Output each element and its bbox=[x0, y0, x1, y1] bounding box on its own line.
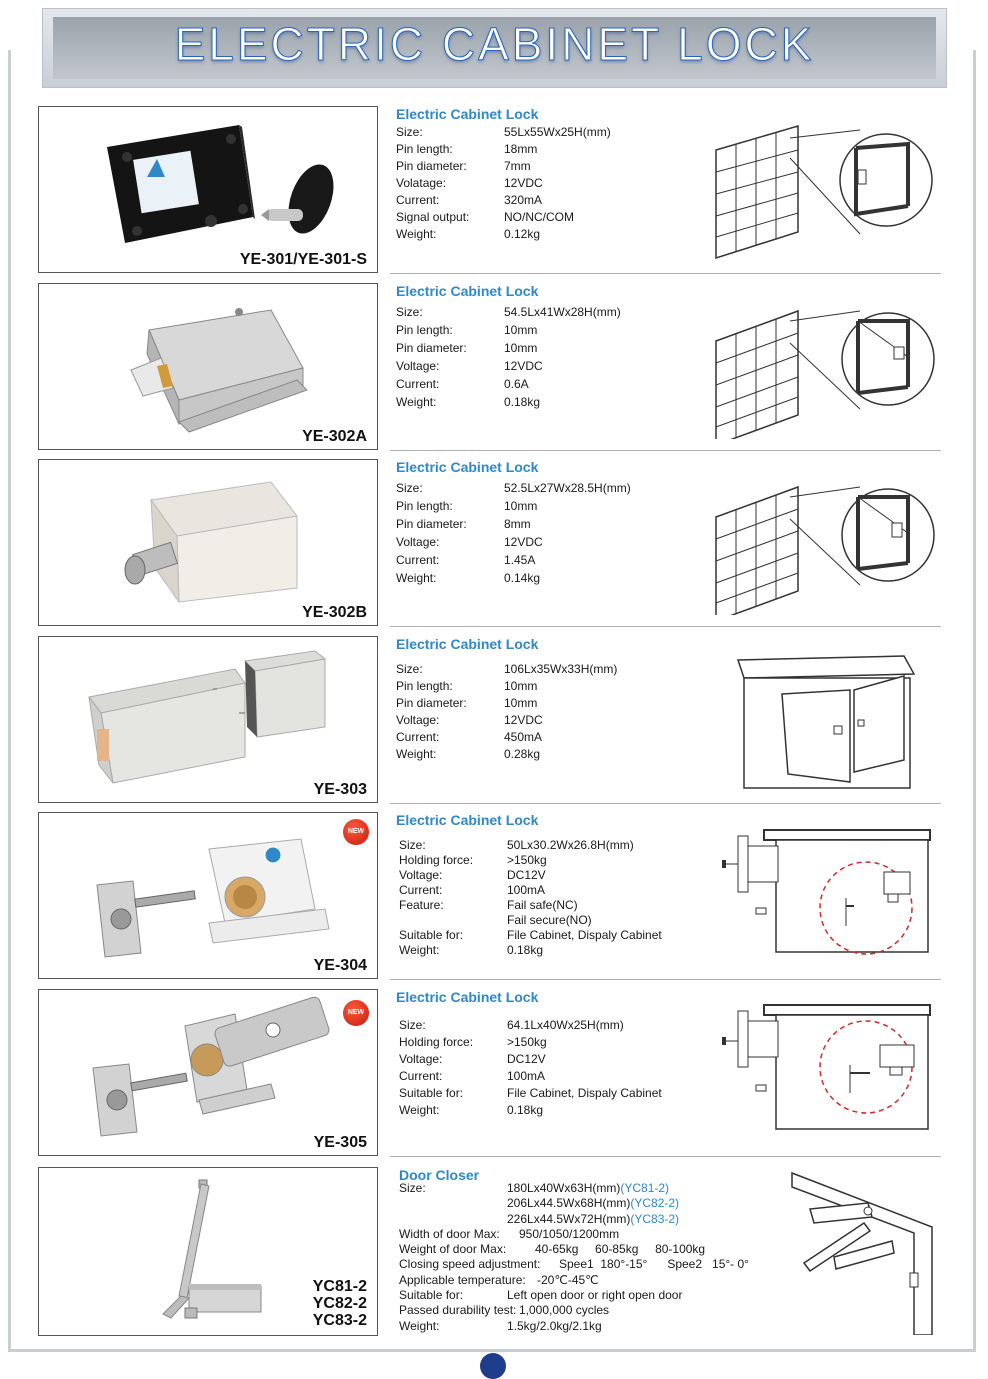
spec-value: 10mm bbox=[504, 696, 538, 710]
spec-label: Weight of door Max: bbox=[399, 1242, 507, 1257]
spec-label: Pin diameter: bbox=[396, 159, 467, 173]
spec-label: Pin length: bbox=[396, 499, 453, 513]
spec-label: Size: bbox=[396, 305, 423, 319]
locker-cabinet-diagram bbox=[710, 473, 942, 615]
spec-value: 100mA bbox=[507, 883, 546, 897]
spec-label: Current: bbox=[399, 1069, 443, 1083]
spec-label: Weight: bbox=[396, 747, 437, 761]
spec-value: 10mm bbox=[504, 499, 538, 513]
model-label: YE-305 bbox=[313, 1134, 367, 1151]
spec-value: 55Lx55Wx25H(mm) bbox=[504, 125, 611, 139]
spec-value: -20℃-45℃ bbox=[537, 1272, 599, 1287]
spec-label: Closing speed adjustment: bbox=[399, 1257, 541, 1272]
spec-value: 0.12kg bbox=[504, 227, 541, 241]
spec-label: Feature: bbox=[399, 898, 444, 912]
spec-value: File Cabinet, Dispaly Cabinet bbox=[507, 1086, 662, 1100]
model-label: YE-303 bbox=[313, 781, 367, 798]
spec-value: 0.28kg bbox=[504, 747, 541, 761]
spec-value: 106Lx35Wx33H(mm) bbox=[504, 662, 618, 676]
spec-value: 54.5Lx41Wx28H(mm) bbox=[504, 305, 621, 319]
section-divider bbox=[390, 803, 941, 804]
spec-label: Suitable for: bbox=[399, 928, 464, 942]
product-ye-302b bbox=[38, 459, 941, 627]
spec-value bbox=[507, 1212, 679, 1227]
product-ye-305 bbox=[38, 989, 941, 1157]
spec-label: Voltage: bbox=[399, 868, 443, 882]
header-banner bbox=[42, 8, 947, 88]
section-divider bbox=[390, 626, 941, 627]
new-badge: NEW bbox=[343, 819, 369, 845]
spec-label: Width of door Max: bbox=[399, 1226, 500, 1241]
product-door-closer bbox=[38, 1167, 941, 1337]
file-cabinet-diagram bbox=[720, 826, 940, 956]
spec-label: Weight: bbox=[399, 1318, 440, 1333]
spec-label: Passed durability test: bbox=[399, 1303, 517, 1318]
model-label: YE-304 bbox=[313, 957, 367, 974]
spec-value: DC12V bbox=[507, 1052, 546, 1066]
product-image-box bbox=[38, 989, 378, 1156]
outdoor-cabinet-diagram bbox=[736, 654, 920, 794]
model-code: (YC81-2) bbox=[620, 1181, 670, 1195]
spec-label: Voltage: bbox=[396, 359, 440, 373]
lock-ye-301-photo bbox=[39, 107, 377, 272]
spec-label: Weight: bbox=[396, 227, 437, 241]
size-value: 180Lx40Wx63H(mm) bbox=[507, 1181, 621, 1195]
product-title: Electric Cabinet Lock bbox=[396, 636, 539, 652]
section-divider bbox=[390, 450, 941, 451]
size-value: 206Lx44.5Wx68H(mm) bbox=[507, 1196, 631, 1211]
product-title: Electric Cabinet Lock bbox=[396, 106, 539, 122]
spec-value: 12VDC bbox=[504, 535, 543, 549]
page-marker bbox=[480, 1353, 506, 1379]
spec-label: Size: bbox=[399, 1181, 426, 1195]
spec-label: Applicable temperature: bbox=[399, 1272, 526, 1287]
product-title: Electric Cabinet Lock bbox=[396, 459, 539, 475]
spec-label: Current: bbox=[399, 883, 443, 897]
lock-ye-302b-photo bbox=[39, 460, 377, 625]
spec-label: Size: bbox=[396, 662, 423, 676]
file-cabinet-diagram bbox=[720, 1001, 940, 1133]
spec-label: Pin diameter: bbox=[396, 517, 467, 531]
spec-value: 10mm bbox=[504, 323, 538, 337]
spec-value: 40-65kg 60-85kg 80-100kg bbox=[535, 1242, 706, 1257]
spec-value: Fail secure(NO) bbox=[507, 913, 592, 927]
spec-value: 0.14kg bbox=[504, 571, 541, 585]
spec-value: DC12V bbox=[507, 868, 546, 882]
lock-ye-303-photo bbox=[39, 637, 377, 802]
spec-label: Size: bbox=[399, 1018, 426, 1032]
spec-value: 10mm bbox=[504, 679, 538, 693]
spec-value: 7mm bbox=[504, 159, 531, 173]
spec-label: Voltage: bbox=[399, 1052, 443, 1066]
spec-value: 0.6A bbox=[504, 377, 529, 391]
spec-label: Signal output: bbox=[396, 210, 470, 224]
product-ye-304 bbox=[38, 812, 941, 980]
model-label: YC82-2 bbox=[312, 1295, 367, 1312]
spec-label: Voltage: bbox=[396, 713, 440, 727]
page-title: ELECTRIC CABINET LOCK bbox=[174, 18, 815, 70]
product-image-box bbox=[38, 283, 378, 450]
spec-label: Weight: bbox=[396, 571, 437, 585]
spec-label: Size: bbox=[396, 125, 423, 139]
spec-value: 12VDC bbox=[504, 176, 543, 190]
lock-ye-304-photo bbox=[39, 813, 377, 978]
spec-value: 52.5Lx27Wx28.5H(mm) bbox=[504, 481, 631, 495]
spec-value: 0.18kg bbox=[507, 943, 544, 957]
model-label: YE-301/YE-301-S bbox=[239, 251, 367, 268]
section-divider bbox=[390, 273, 941, 274]
spec-value: 0.18kg bbox=[507, 1103, 544, 1117]
product-title: Electric Cabinet Lock bbox=[396, 283, 539, 299]
size-value: 226Lx44.5Wx72H(mm) bbox=[507, 1211, 631, 1226]
lock-ye-302a-photo bbox=[39, 284, 377, 449]
lock-ye-305-photo bbox=[39, 990, 377, 1155]
spec-label: Current: bbox=[396, 553, 440, 567]
spec-value: Fail safe(NC) bbox=[507, 898, 578, 912]
spec-value: 450mA bbox=[504, 730, 543, 744]
product-image-box bbox=[38, 636, 378, 803]
spec-value: Spee1 180°-15° Spee2 15°- 0° bbox=[559, 1257, 749, 1272]
spec-label: Current: bbox=[396, 193, 440, 207]
spec-label: Suitable for: bbox=[399, 1086, 464, 1100]
spec-label: Size: bbox=[399, 838, 426, 852]
spec-label: Pin length: bbox=[396, 323, 453, 337]
spec-value: 8mm bbox=[504, 517, 531, 531]
spec-value: 64.1Lx40Wx25H(mm) bbox=[507, 1018, 624, 1032]
spec-value: File Cabinet, Dispaly Cabinet bbox=[507, 928, 662, 942]
spec-value: NO/NC/COM bbox=[504, 210, 574, 224]
product-image-box bbox=[38, 459, 378, 626]
product-image-box bbox=[38, 1167, 378, 1336]
spec-label: Suitable for: bbox=[399, 1288, 464, 1303]
product-title: Electric Cabinet Lock bbox=[396, 989, 539, 1005]
spec-value: 12VDC bbox=[504, 713, 543, 727]
spec-label: Voltage: bbox=[396, 535, 440, 549]
spec-label: Pin diameter: bbox=[396, 696, 467, 710]
section-divider bbox=[390, 1156, 941, 1157]
section-divider bbox=[390, 979, 941, 980]
spec-value: 1,000,000 cycles bbox=[519, 1303, 610, 1318]
spec-value: >150kg bbox=[507, 1035, 547, 1049]
product-ye-303 bbox=[38, 636, 941, 804]
spec-value: 320mA bbox=[504, 193, 543, 207]
model-label: YC81-2 bbox=[312, 1278, 367, 1295]
spec-value bbox=[507, 1196, 679, 1211]
spec-label: Pin diameter: bbox=[396, 341, 467, 355]
spec-value: 50Lx30.2Wx26.8H(mm) bbox=[507, 838, 634, 852]
spec-value: Left open door or right open door bbox=[507, 1288, 683, 1303]
spec-value: >150kg bbox=[507, 853, 547, 867]
spec-value: 100mA bbox=[507, 1069, 546, 1083]
spec-value: 1.45A bbox=[504, 553, 536, 567]
spec-value: 10mm bbox=[504, 341, 538, 355]
product-image-box bbox=[38, 812, 378, 979]
spec-value: 12VDC bbox=[504, 359, 543, 373]
spec-value: 0.18kg bbox=[504, 395, 541, 409]
model-label: YC83-2 bbox=[312, 1312, 367, 1329]
spec-value: 950/1050/1200mm bbox=[519, 1226, 620, 1241]
spec-label: Volatage: bbox=[396, 176, 447, 190]
product-ye-301 bbox=[38, 106, 941, 274]
spec-label: Pin length: bbox=[396, 679, 453, 693]
product-title: Electric Cabinet Lock bbox=[396, 812, 539, 828]
locker-cabinet-diagram bbox=[710, 120, 942, 262]
spec-label: Weight: bbox=[396, 395, 437, 409]
product-title: Door Closer bbox=[399, 1167, 480, 1183]
product-ye-302a bbox=[38, 283, 941, 451]
model-label: YE-302B bbox=[302, 604, 367, 621]
spec-label: Holding force: bbox=[399, 1035, 474, 1049]
spec-label: Size: bbox=[396, 481, 423, 495]
spec-label: Pin length: bbox=[396, 142, 453, 156]
model-label-group bbox=[313, 1278, 367, 1329]
spec-value: 18mm bbox=[504, 142, 538, 156]
spec-label: Weight: bbox=[399, 1103, 440, 1117]
model-code: (YC82-2) bbox=[630, 1196, 680, 1211]
spec-value: 1.5kg/2.0kg/2.1kg bbox=[507, 1318, 602, 1333]
product-image-box bbox=[38, 106, 378, 273]
model-code: (YC83-2) bbox=[630, 1211, 680, 1226]
spec-label: Holding force: bbox=[399, 853, 474, 867]
spec-label: Current: bbox=[396, 730, 440, 744]
spec-label: Weight: bbox=[399, 943, 440, 957]
new-badge: NEW bbox=[343, 1000, 369, 1026]
spec-value bbox=[507, 1181, 669, 1196]
model-label: YE-302A bbox=[302, 428, 367, 445]
door-closer-diagram bbox=[764, 1167, 940, 1335]
spec-label: Current: bbox=[396, 377, 440, 391]
locker-cabinet-diagram bbox=[710, 297, 942, 439]
